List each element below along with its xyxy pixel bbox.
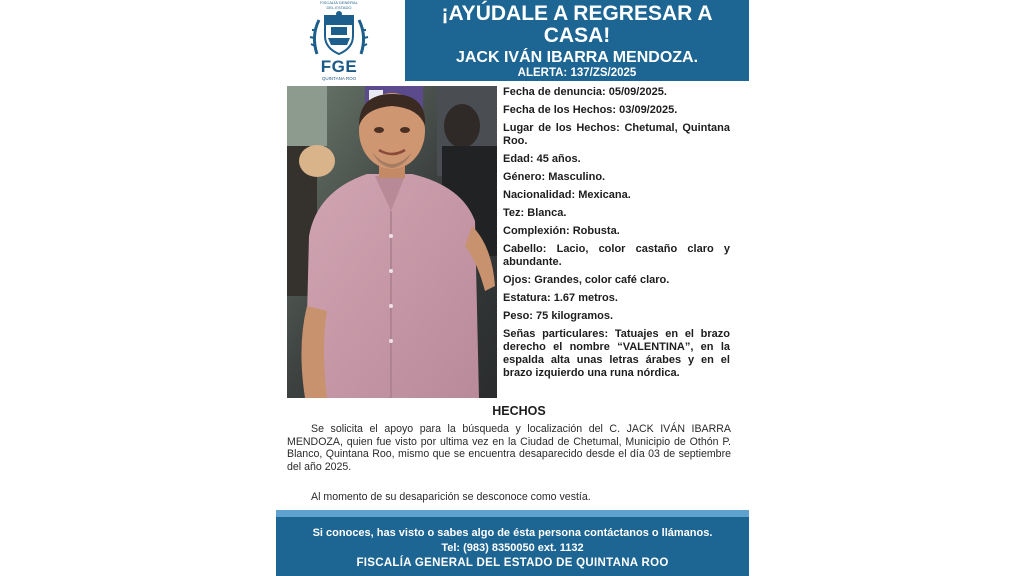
missing-person-name: JACK IVÁN IBARRA MENDOZA. bbox=[455, 49, 699, 66]
detail-ojos: Ojos: Grandes, color café claro. bbox=[503, 274, 670, 286]
missing-person-photo bbox=[287, 86, 497, 398]
hechos-paragraph: Se solicita el apoyo para la búsqueda y localización del C. JACK IVÁN IBARRA MENDOZA, quien fue visto por ultima vez en la Ciudad de Chetumal, Municipio de Othón P. Blanco, Quintana Roo, mismo que se encuentra desaparecido desde el día 03 de septiembre del año 2025. bbox=[287, 423, 731, 474]
fge-logo bbox=[303, 0, 375, 84]
detail-peso: Peso: 75 kilogramos. bbox=[503, 310, 614, 322]
detail-senas: Señas particulares: Tatuajes en el brazo derecho el nombre “VALENTINA”, en la espalda alta unas letras árabes y en el brazo izquierdo una runa nórdica. bbox=[503, 328, 731, 379]
clothing-note: Al momento de su desaparición se desconoce como vestía. bbox=[311, 491, 591, 503]
alert-number: ALERTA: 137/ZS/2025 bbox=[517, 67, 637, 79]
logo-subtitle: QUINTANA ROO bbox=[321, 76, 357, 81]
detail-cabello: Cabello: Lacio, color castaño claro y abundante. bbox=[503, 243, 730, 268]
detail-complexion: Complexión: Robusta. bbox=[503, 225, 620, 237]
detail-lugar: Lugar de los Hechos: Chetumal, Quintana Roo. bbox=[503, 122, 731, 147]
logo-top-text: FISCALÍA GENERAL DEL ESTADO bbox=[320, 0, 358, 10]
contact-phone: Tel: (983) 8350050 ext. 1132 bbox=[441, 542, 584, 554]
detail-edad: Edad: 45 años. bbox=[503, 153, 581, 165]
details-list bbox=[503, 86, 730, 385]
detail-nacionalidad: Nacionalidad: Mexicana. bbox=[503, 189, 631, 201]
detail-tez: Tez: Blanca. bbox=[503, 207, 567, 219]
footer-stripe bbox=[276, 510, 749, 517]
institution-name: FISCALÍA GENERAL DEL ESTADO DE QUINTANA ROO bbox=[356, 557, 669, 569]
detail-estatura: Estatura: 1.67 metros. bbox=[503, 292, 618, 304]
header-banner bbox=[405, 0, 749, 81]
coat-of-arms-icon bbox=[309, 10, 369, 58]
contact-prompt: Si conoces, has visto o sabes algo de ésta persona contáctanos o llámanos. bbox=[312, 527, 713, 539]
poster-title: ¡AYÚDALE A REGRESAR A CASA! bbox=[441, 2, 713, 47]
detail-genero: Género: Masculino. bbox=[503, 171, 606, 183]
detail-fecha-denuncia: Fecha de denuncia: 05/09/2025. bbox=[503, 86, 667, 98]
contact-footer bbox=[276, 510, 749, 576]
detail-fecha-hechos: Fecha de los Hechos: 03/09/2025. bbox=[503, 104, 678, 116]
logo-acronym: FGE bbox=[320, 57, 358, 76]
hechos-heading: HECHOS bbox=[492, 404, 546, 418]
